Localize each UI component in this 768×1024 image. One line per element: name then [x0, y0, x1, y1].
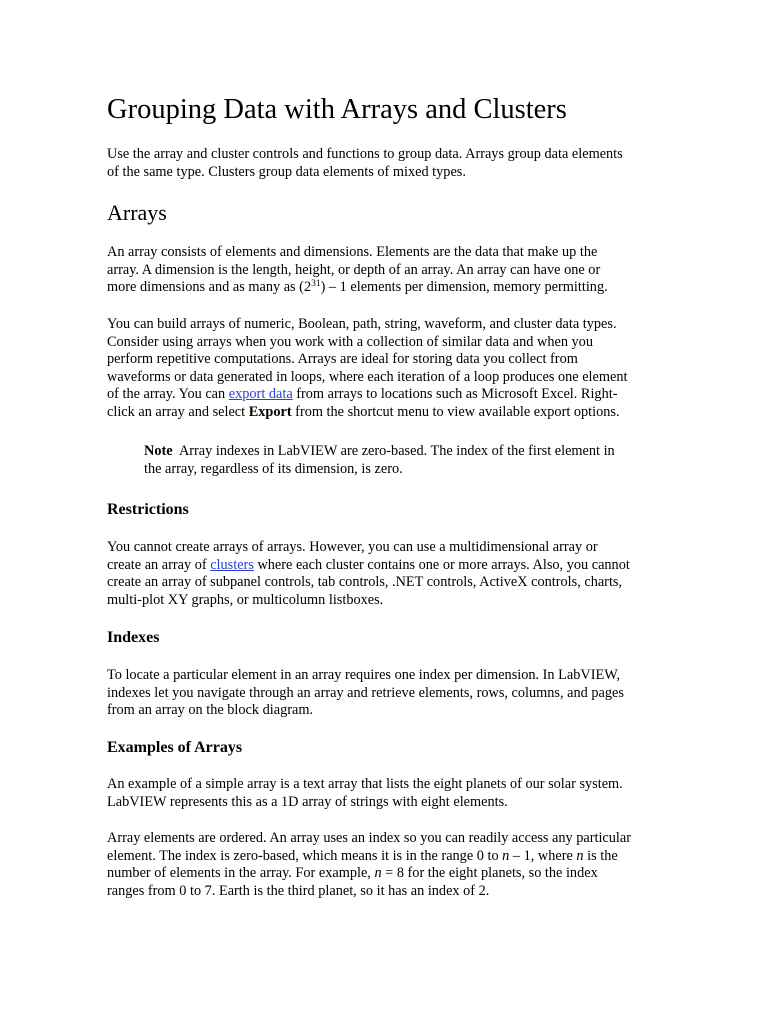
italic-variable: n [576, 847, 584, 864]
subsection-heading-indexes: Indexes [107, 629, 160, 646]
note-block [144, 443, 664, 478]
text-line: ranges from 0 to 7. Earth is the third planet, so it has an index of 2. [107, 882, 490, 899]
text-line: Use the array and cluster controls and functions to group data. Arrays group data elements [107, 146, 623, 162]
text-line: An array consists of elements and dimensions. Elements are the data that make up the [107, 244, 598, 260]
arrays-paragraph-1 [107, 244, 659, 297]
text-line [107, 279, 659, 297]
text-fragment: where each cluster contains one or more arrays. Also, you cannot [253, 556, 630, 573]
text-line: Consider using arrays when you work with a collection of similar data and when you [107, 333, 593, 350]
section-heading-arrays: Arrays [107, 200, 167, 225]
text-line: LabVIEW represents this as a 1D array of strings with eight elements. [107, 793, 508, 810]
indexes-paragraph [107, 667, 659, 720]
text-line [107, 865, 659, 883]
text-line: the array, regardless of its dimension, is zero. [144, 460, 403, 477]
text-line [107, 386, 659, 404]
bold-term: Export [248, 403, 292, 420]
text-fragment: – 1, where [509, 847, 577, 864]
text-line: create an array of subpanel controls, tab controls, .NET controls, ActiveX controls, charts, [107, 574, 623, 591]
arrays-paragraph-2 [107, 316, 659, 422]
text-fragment: number of elements in the array. For example, [107, 865, 375, 882]
text-line: array. A dimension is the length, height, or depth of an array. An array can have one or [107, 261, 601, 278]
subsection-heading-restrictions: Restrictions [107, 501, 189, 518]
superscript-exponent: 31 [311, 279, 321, 290]
text-line [107, 848, 659, 866]
restrictions-paragraph [107, 539, 659, 609]
text-line [144, 443, 664, 461]
examples-paragraph-2 [107, 830, 659, 900]
subsection-heading-examples: Examples of Arrays [107, 739, 243, 756]
page-title: Grouping Data with Arrays and Clusters [107, 94, 567, 125]
text-fragment: create an array of [107, 556, 211, 573]
text-fragment: click an array and select [107, 403, 249, 420]
text-line: You can build arrays of numeric, Boolean, path, string, waveform, and cluster data types. [107, 316, 617, 332]
text-fragment: of the array. You can [107, 386, 229, 403]
text-line: Array elements are ordered. An array uses an index so you can readily access any particular [107, 830, 631, 846]
text-line: of the same type. Clusters group data elements of mixed types. [107, 163, 466, 180]
text-line: perform repetitive computations. Arrays are ideal for storing data you collect from [107, 351, 578, 368]
italic-variable: n [502, 847, 510, 864]
text-line: indexes let you navigate through an array and retrieve elements, rows, columns, and pages [107, 684, 624, 701]
note-label: Note [144, 443, 173, 459]
text-line [107, 557, 659, 575]
intro-paragraph [107, 146, 659, 181]
text-line: To locate a particular element in an array requires one index per dimension. In LabVIEW, [107, 667, 620, 683]
text-line [107, 404, 659, 422]
text-line: An example of a simple array is a text array that lists the eight planets of our solar system. [107, 776, 623, 792]
text-fragment: from arrays to locations such as Microsoft Excel. Right- [292, 386, 618, 403]
text-fragment: = 8 for the eight planets, so the index [381, 865, 598, 882]
examples-paragraph-1 [107, 776, 659, 811]
text-line: waveforms or data generated in loops, where each iteration of a loop produces one element [107, 368, 628, 385]
text-line: multi-plot XY graphs, or multicolumn listboxes. [107, 591, 384, 608]
text-line: You cannot create arrays of arrays. However, you can use a multidimensional array or [107, 539, 598, 555]
export-data-link[interactable]: export data [228, 386, 293, 403]
text-fragment: more dimensions and as many as (2 [107, 279, 312, 296]
text-fragment: from the shortcut menu to view available export options. [291, 403, 620, 420]
text-fragment: element. The index is zero-based, which means it is in the range 0 to [107, 847, 503, 864]
clusters-link[interactable]: clusters [210, 556, 254, 573]
italic-variable: n [374, 865, 382, 882]
text-fragment: is the [583, 847, 618, 864]
text-fragment: ) – 1 elements per dimension, memory permitting. [320, 279, 608, 296]
text-line: from an array on the block diagram. [107, 702, 314, 719]
text-fragment: Array indexes in LabVIEW are zero-based. The index of the first element in [172, 443, 615, 459]
